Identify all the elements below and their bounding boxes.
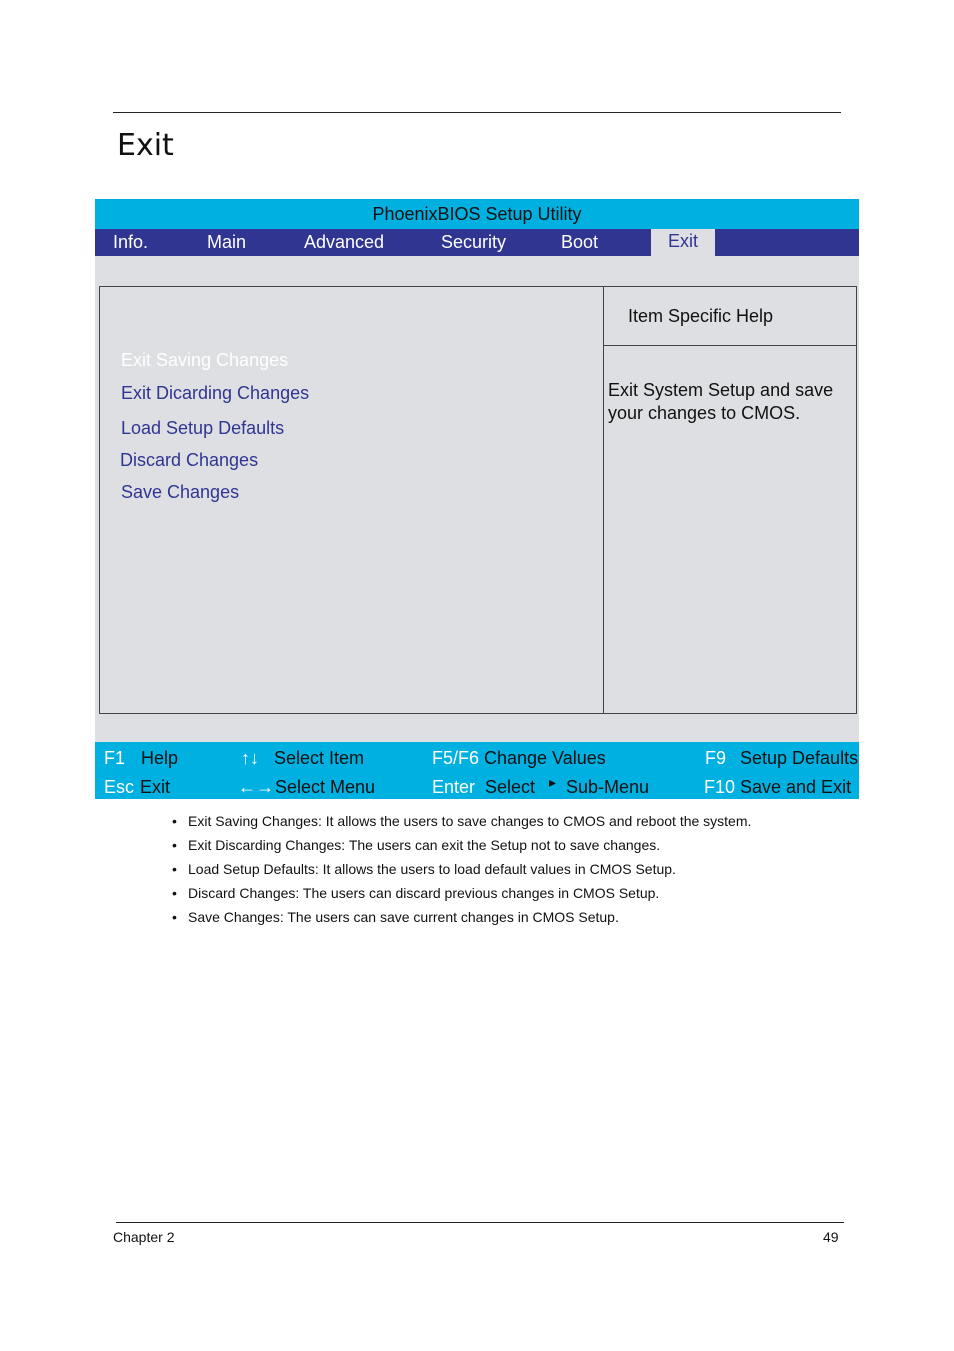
- key-f10: F10: [704, 777, 736, 797]
- option-load-setup-defaults[interactable]: Load Setup Defaults: [121, 418, 285, 438]
- key-esc: Esc: [104, 777, 135, 797]
- panel-divider: [603, 287, 604, 713]
- top-rule: [113, 112, 841, 113]
- key-select-item-label: Select Item: [274, 748, 365, 768]
- menu-main[interactable]: Main: [207, 232, 247, 252]
- menu-info[interactable]: Info.: [113, 232, 149, 252]
- key-f1: F1: [104, 748, 126, 768]
- help-text: Exit System Setup and save your changes to CMOS.: [608, 380, 834, 423]
- bullet-icon: •: [172, 861, 177, 877]
- bios-main-panel: [99, 286, 857, 714]
- key-select-label: Select: [485, 777, 536, 797]
- bottom-rule: [116, 1222, 844, 1223]
- option-exit-discarding-changes[interactable]: Exit Dicarding Changes: [121, 383, 310, 403]
- key-setup-defaults-label: Setup Defaults: [740, 748, 859, 768]
- menu-advanced[interactable]: Advanced: [304, 232, 385, 252]
- page-number: 49: [823, 1229, 839, 1245]
- bios-menu-bar: [95, 229, 859, 256]
- bullet-icon: •: [172, 813, 177, 829]
- key-f9: F9: [705, 748, 727, 768]
- bios-key-legend: [95, 742, 859, 799]
- help-separator: [604, 345, 856, 346]
- list-item: • Discard Changes: The users can discard previous changes in CMOS Setup.: [172, 881, 751, 905]
- list-item: • Load Setup Defaults: It allows the users to load default values in CMOS Setup.: [172, 857, 751, 881]
- menu-boot[interactable]: Boot: [561, 232, 599, 252]
- help-title: Item Specific Help: [628, 306, 774, 326]
- page-title: Exit: [117, 128, 174, 163]
- bullet-icon: •: [172, 885, 177, 901]
- key-save-and-exit-label: Save and Exit: [740, 777, 852, 797]
- chapter-label: Chapter 2: [113, 1229, 175, 1245]
- list-item: • Save Changes: The users can save current changes in CMOS Setup.: [172, 905, 751, 929]
- bullet-icon: •: [172, 909, 177, 925]
- menu-security[interactable]: Security: [441, 232, 507, 252]
- key-select-menu-label: Select Menu: [275, 777, 376, 797]
- list-item: • Exit Discarding Changes: The users can exit the Setup not to save changes.: [172, 833, 751, 857]
- description-list: [172, 809, 751, 929]
- key-change-values-label: Change Values: [484, 748, 606, 768]
- option-discard-changes[interactable]: Discard Changes: [120, 450, 259, 470]
- key-f1-label: Help: [141, 748, 179, 768]
- menu-exit[interactable]: Exit: [651, 229, 715, 256]
- key-f5-f6: F5/F6: [432, 748, 480, 768]
- list-item: • Exit Saving Changes: It allows the users to save changes to CMOS and reboot the system.: [172, 809, 751, 833]
- option-exit-saving-changes[interactable]: Exit Saving Changes: [121, 350, 289, 370]
- submenu-arrow-icon: ▸: [549, 774, 557, 790]
- key-enter: Enter: [432, 777, 476, 797]
- left-right-arrows-icon: ←→: [238, 777, 274, 797]
- bios-screen: [95, 199, 859, 799]
- bullet-icon: •: [172, 837, 177, 853]
- key-sub-menu-label: Sub-Menu: [566, 777, 650, 797]
- option-save-changes[interactable]: Save Changes: [121, 482, 240, 502]
- key-exit-label: Exit: [140, 777, 171, 797]
- bios-title-bar: PhoenixBIOS Setup Utility: [95, 199, 859, 229]
- up-down-arrows-icon: ↑↓: [241, 748, 259, 768]
